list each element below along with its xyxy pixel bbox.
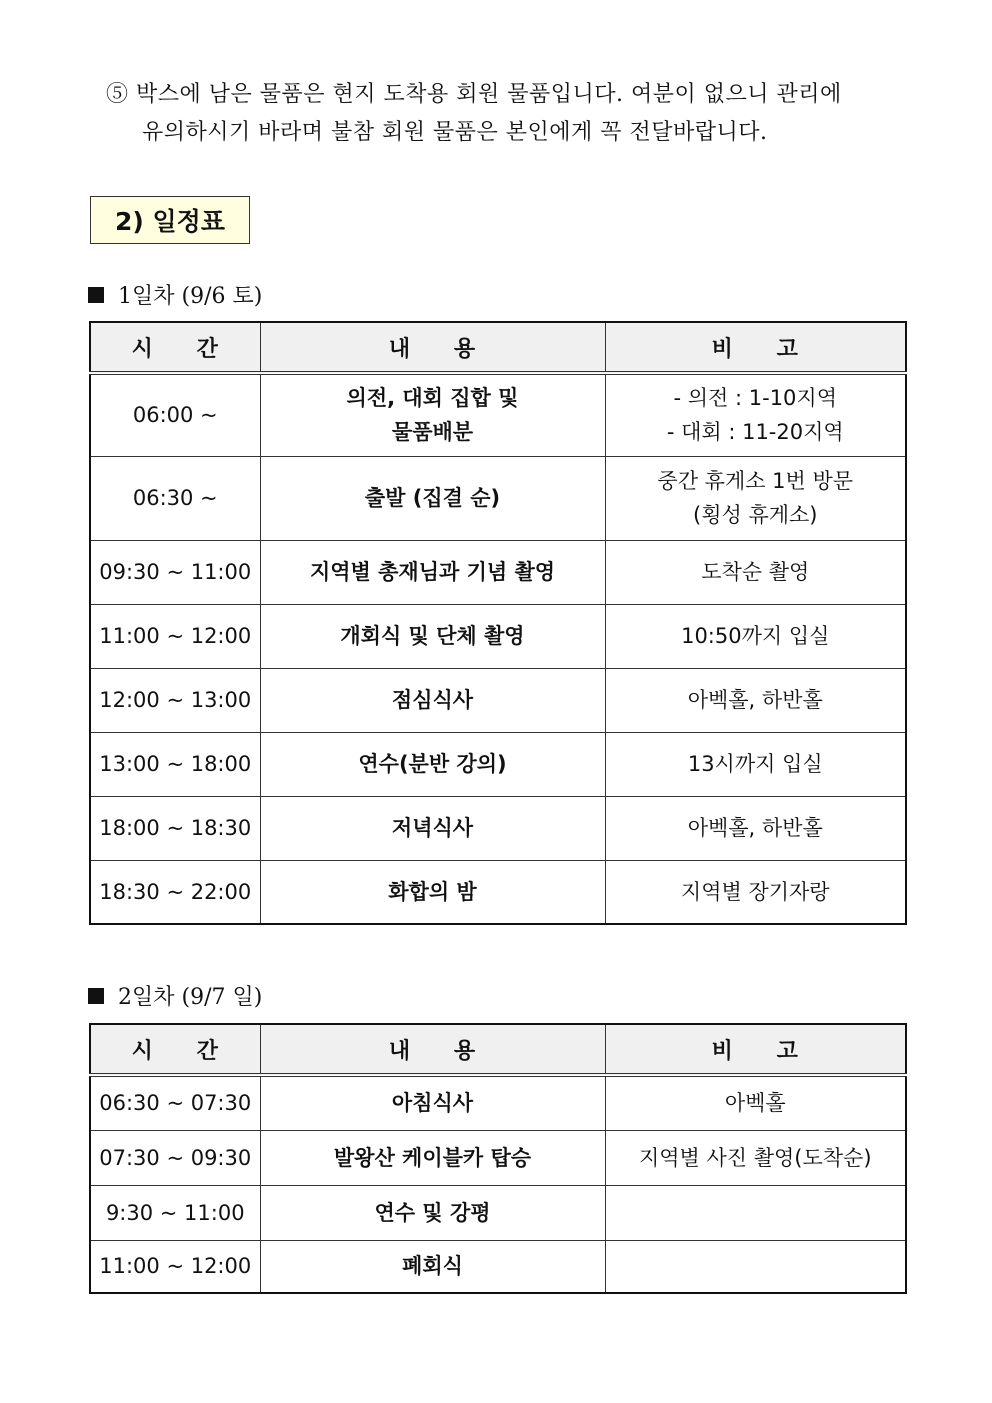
row-note-line: 도착순 촬영: [701, 560, 810, 584]
row-content-line: 연수 및 강평: [374, 1200, 491, 1225]
row-content-line: 출발 (집결 순): [364, 486, 501, 510]
row-time: 18:00 ~ 18:30: [90, 796, 260, 860]
day2-heading: [88, 980, 262, 1011]
table-row: [90, 1130, 906, 1185]
row-content-line: 물품배분: [391, 420, 474, 445]
table-header-row: [90, 322, 906, 373]
row-content: [260, 860, 605, 924]
row-content-line: 연수(분반 강의): [358, 752, 507, 776]
notice-text: [106, 76, 918, 152]
header-note: 비 고: [605, 1024, 906, 1075]
row-note: [605, 456, 906, 540]
row-note: [605, 373, 906, 456]
row-content: [260, 456, 605, 540]
row-note: [605, 1240, 906, 1293]
row-content-line: 저녁식사: [391, 816, 474, 840]
row-content-line: 의전, 대회 집합 및: [346, 386, 519, 411]
day1-heading: [88, 279, 262, 310]
table-row: [90, 1240, 906, 1293]
row-content-line: 폐회식: [402, 1254, 463, 1279]
row-time: 06:30 ~: [90, 456, 260, 540]
day2-schedule-table: [89, 1023, 907, 1294]
row-time: 12:00 ~ 13:00: [90, 668, 260, 732]
row-time: 9:30 ~ 11:00: [90, 1185, 260, 1240]
row-note: [605, 1185, 906, 1240]
table-row: [90, 373, 906, 456]
row-time: 11:00 ~ 12:00: [90, 1240, 260, 1293]
header-time: 시 간: [90, 322, 260, 373]
header-time: 시 간: [90, 1024, 260, 1075]
row-content-line: 개회식 및 단체 촬영: [340, 624, 525, 648]
table-row: [90, 860, 906, 924]
table-row: [90, 732, 906, 796]
row-note-line: 지역별 장기자랑: [680, 879, 830, 904]
row-note-line: 아벡홀: [724, 1091, 786, 1116]
row-note: [605, 796, 906, 860]
table-row: [90, 668, 906, 732]
row-content: [260, 373, 605, 456]
row-note-line: (횡성 휴게소): [693, 503, 818, 527]
day1-schedule-table: [89, 321, 907, 925]
row-content: [260, 604, 605, 668]
square-bullet-icon: [88, 988, 104, 1004]
table-row: [90, 1075, 906, 1130]
day1-heading-text: 1일차 (9/6 토): [118, 284, 263, 309]
table-row: [90, 796, 906, 860]
row-time: 18:30 ~ 22:00: [90, 860, 260, 924]
table-row: [90, 604, 906, 668]
row-content-line: 아침식사: [391, 1091, 474, 1116]
row-time: 09:30 ~ 11:00: [90, 540, 260, 604]
row-content: [260, 1075, 605, 1130]
header-note: 비 고: [605, 322, 906, 373]
row-content: [260, 732, 605, 796]
row-content: [260, 668, 605, 732]
row-note-line: 지역별 사진 촬영(도착순): [638, 1145, 872, 1170]
square-bullet-icon: [88, 287, 104, 303]
row-note: [605, 1130, 906, 1185]
row-note-line: 아벡홀, 하반홀: [687, 688, 823, 712]
row-note-line: 아벡홀, 하반홀: [687, 816, 823, 840]
row-time: 06:30 ~ 07:30: [90, 1075, 260, 1130]
row-content: [260, 1185, 605, 1240]
row-time: 11:00 ~ 12:00: [90, 604, 260, 668]
row-note: [605, 540, 906, 604]
table-header-row: [90, 1024, 906, 1075]
row-content-line: 점심식사: [391, 688, 474, 712]
row-time: 13:00 ~ 18:00: [90, 732, 260, 796]
row-content-line: 화합의 밤: [388, 879, 477, 904]
row-note: [605, 604, 906, 668]
row-note: [605, 668, 906, 732]
row-content: [260, 796, 605, 860]
table-row: [90, 1185, 906, 1240]
row-content-line: 발왕산 케이블카 탑승: [333, 1145, 532, 1170]
row-content-line: 지역별 총재님과 기념 촬영: [309, 560, 556, 584]
row-note-line: - 대회 : 11-20지역: [666, 420, 844, 445]
table-row: [90, 540, 906, 604]
row-note: [605, 732, 906, 796]
row-note-line: 10:50까지 입실: [681, 624, 830, 648]
header-content: 내 용: [260, 322, 605, 373]
row-note: [605, 1075, 906, 1130]
row-note: [605, 860, 906, 924]
notice-line-2: 유의하시기 바라며 불참 회원 물품은 본인에게 꼭 전달바랍니다.: [142, 120, 768, 145]
table-row: [90, 456, 906, 540]
row-note-line: 중간 휴게소 1번 방문: [657, 469, 854, 493]
notice-line-1: ⑤ 박스에 남은 물품은 현지 도착용 회원 물품입니다. 여분이 없으니 관리에: [106, 82, 842, 107]
row-time: 06:00 ~: [90, 373, 260, 456]
row-content: [260, 540, 605, 604]
row-note-line: - 의전 : 1-10지역: [673, 386, 837, 411]
row-content: [260, 1240, 605, 1293]
row-content: [260, 1130, 605, 1185]
row-time: 07:30 ~ 09:30: [90, 1130, 260, 1185]
row-note-line: 13시까지 입실: [687, 752, 823, 776]
day2-heading-text: 2일차 (9/7 일): [118, 985, 263, 1010]
section-title: 2) 일정표: [90, 196, 250, 244]
header-content: 내 용: [260, 1024, 605, 1075]
